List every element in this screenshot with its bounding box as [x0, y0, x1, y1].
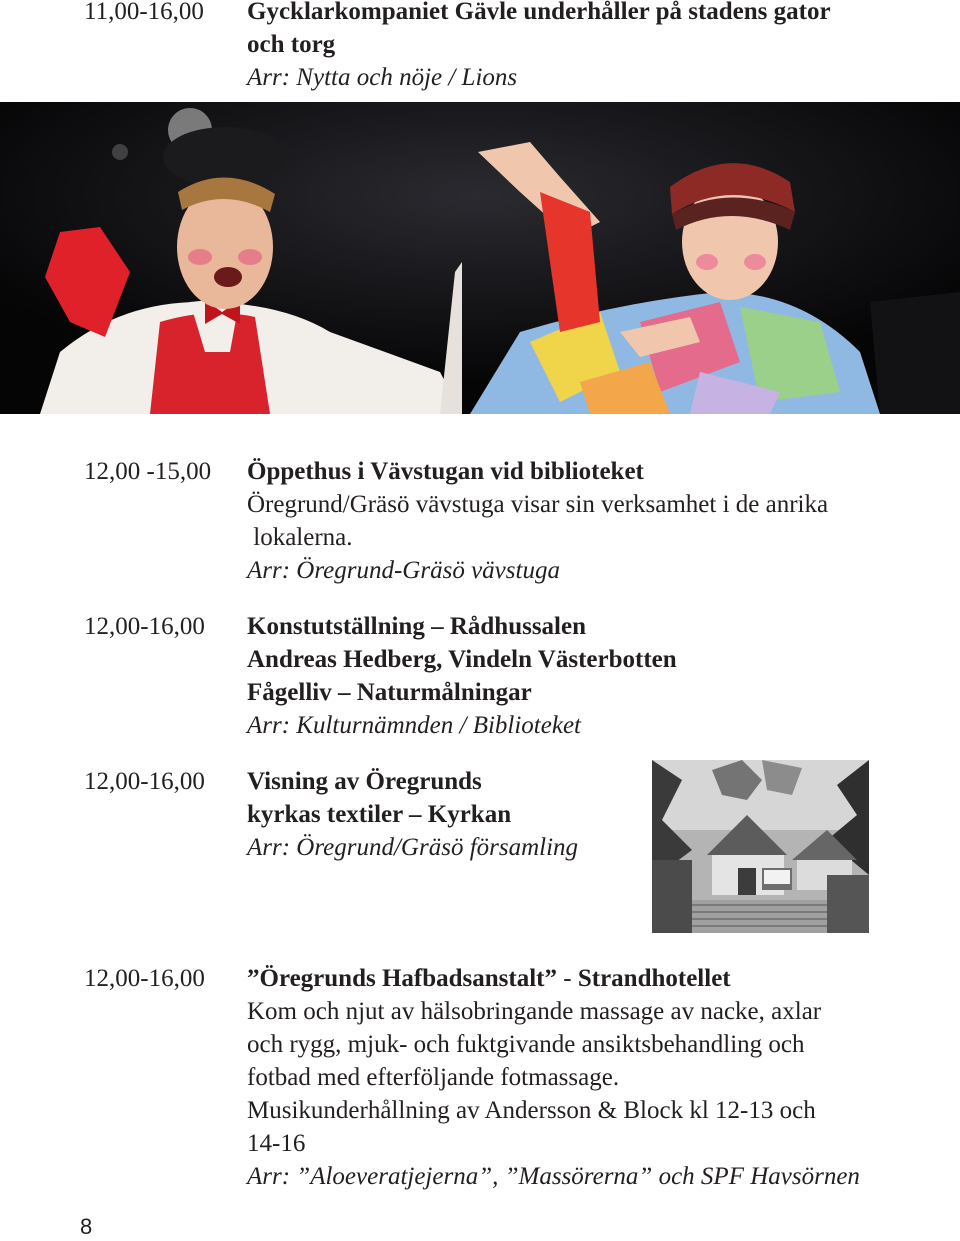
- event-3-time: 12,00-16,00: [84, 613, 205, 640]
- clown-performers-photo: [0, 102, 960, 414]
- event-2-arranger: Arr: Öregrund-Gräsö vävstuga: [247, 557, 560, 584]
- event-5-title: [247, 962, 731, 995]
- event-2-title: Öppethus i Vävstugan vid biblioteket: [247, 458, 644, 485]
- event-1-arranger: Arr: Nytta och nöje / Lions: [247, 64, 518, 91]
- church-photo: [652, 760, 869, 933]
- event-1-time: 11,00-16,00: [84, 0, 204, 25]
- event-5-title-quoted: ”Öregrunds Hafbadsanstalt”: [247, 965, 558, 992]
- page-number: 8: [80, 1214, 93, 1239]
- event-4-title-line-2: kyrkas textiler – Kyrkan: [247, 801, 512, 828]
- event-5-arranger: Arr: ”Aloeveratjejerna”, ”Massörerna” och SPF Havsörnen: [247, 1163, 860, 1190]
- event-2-description-line-2: lokalerna.: [247, 524, 353, 551]
- event-5-title-separator: -: [557, 965, 578, 992]
- event-4-arranger: Arr: Öregrund/Gräsö församling: [247, 834, 579, 861]
- event-3-title-line-3: Fågelliv – Naturmålningar: [247, 679, 532, 706]
- event-2-time: 12,00 -15,00: [84, 458, 212, 485]
- event-1-title-line-1: Gycklarkompaniet Gävle underhåller på stadens gator: [247, 0, 831, 25]
- event-3-title-line-1: Konstutställning – Rådhussalen: [247, 613, 587, 640]
- event-4-time: 12,00-16,00: [84, 768, 205, 795]
- event-5-description-line-1: Kom och njut av hälsobringande massage av nacke, axlar: [247, 998, 822, 1025]
- event-3-arranger: Arr: Kulturnämnden / Biblioteket: [247, 712, 581, 739]
- event-5-description-line-4: Musikunderhållning av Andersson & Block kl 12-13 och: [247, 1097, 816, 1124]
- event-5-time: 12,00-16,00: [84, 965, 205, 992]
- event-5-description-line-3: fotbad med efterföljande fotmassage.: [247, 1064, 620, 1091]
- event-5-title-rest: Strandhotellet: [577, 965, 731, 992]
- event-5-description-line-5: 14-16: [247, 1130, 306, 1157]
- event-5-description-line-2: och rygg, mjuk- och fuktgivande ansiktsbehandling och: [247, 1031, 805, 1058]
- event-2-description-line-1: Öregrund/Gräsö vävstuga visar sin verksamhet i de anrika: [247, 491, 829, 518]
- event-3-title-line-2: Andreas Hedberg, Vindeln Västerbotten: [247, 646, 677, 673]
- event-1-title-line-2: och torg: [247, 31, 336, 58]
- event-4-title-line-1: Visning av Öregrunds: [247, 768, 482, 795]
